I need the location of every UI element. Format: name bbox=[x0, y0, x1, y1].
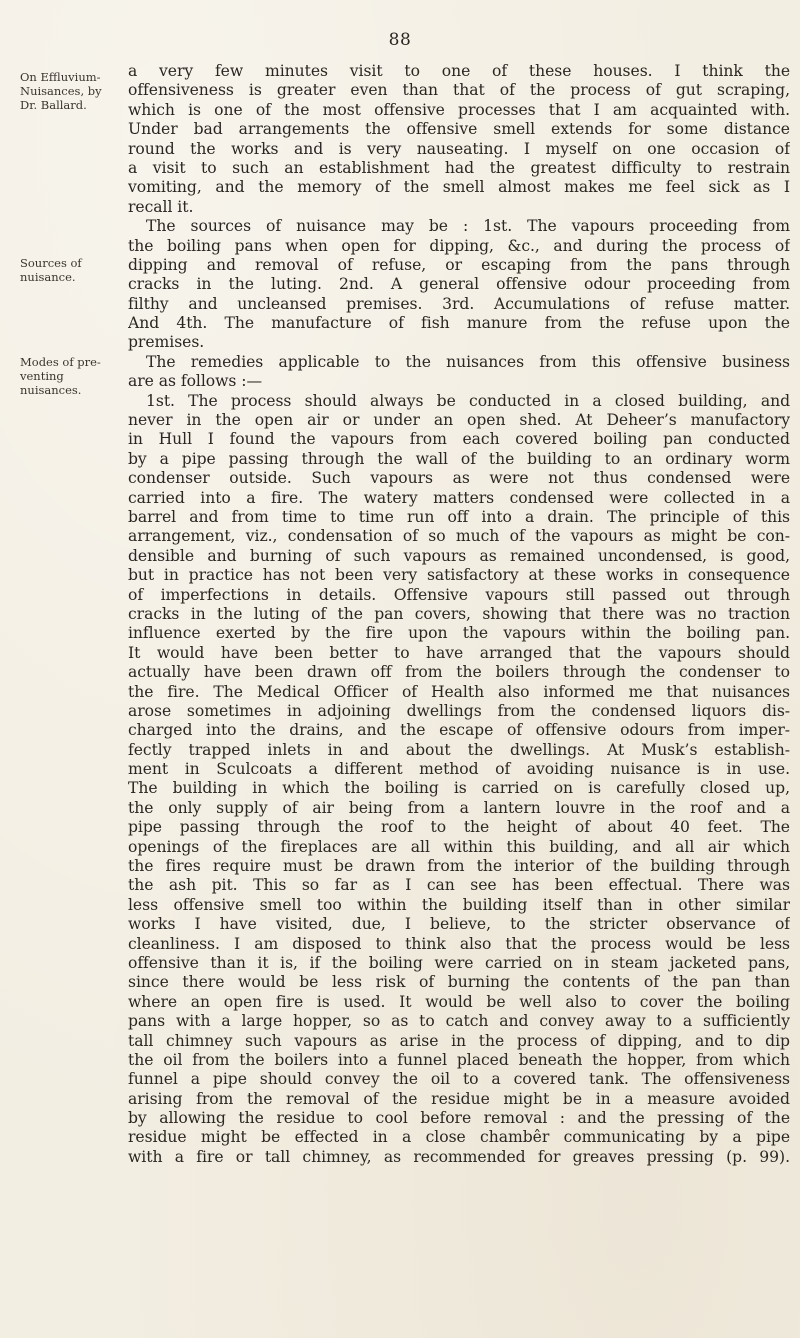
text-line: densible and burning of such vapours as remained uncondensed, is good, bbox=[128, 546, 790, 565]
margin-note-line: venting bbox=[20, 369, 64, 383]
text-line: by a pipe passing through the wall of the building to an ordinary worm bbox=[128, 449, 790, 468]
text-line: pipe passing through the roof to the height of about 40 feet. The bbox=[128, 818, 790, 837]
text-line: funnel a pipe should convey the oil to a covered tank. The offensiveness bbox=[128, 1070, 790, 1089]
text-line: pans with a large hopper, so as to catch and convey away to a sufficiently bbox=[128, 1012, 790, 1031]
page-number: 88 bbox=[388, 30, 412, 50]
text-line: offensive than it is, if the boiling were carried on in steam jacketed pans, bbox=[128, 953, 790, 972]
text-line: cleanliness. I am disposed to think also that the process would be less bbox=[128, 934, 790, 953]
text-line: the oil from the boilers into a funnel placed beneath the hopper, from which bbox=[128, 1050, 790, 1069]
text-line: since there would be less risk of burning the contents of the pan than bbox=[128, 973, 790, 992]
text-line: arose sometimes in adjoining dwellings from the condensed liquors dis- bbox=[128, 701, 790, 720]
text-line: cracks in the luting. 2nd. A general offensive odour proceeding from bbox=[128, 275, 790, 294]
margin-note-line: Modes of pre- bbox=[20, 355, 101, 369]
text-line: And 4th. The manufacture of fish manure from the refuse upon the bbox=[128, 314, 790, 333]
text-line: influence exerted by the fire upon the vapours within the boiling pan. bbox=[128, 624, 790, 643]
text-line: charged into the drains, and the escape of offensive odours from imper- bbox=[128, 721, 790, 740]
text-line: a very few minutes visit to one of these houses. I think the bbox=[128, 62, 790, 80]
text-line: openings of the fireplaces are all within this building, and all air which bbox=[128, 837, 790, 856]
text-line: the fires require must be drawn from the interior of the building through bbox=[128, 857, 790, 876]
margin-note-line: nuisance. bbox=[20, 270, 76, 284]
text-line: are as follows :— bbox=[128, 372, 263, 391]
text-line: works I have visited, due, I believe, to the stricter observance of bbox=[128, 915, 790, 934]
text-line: barrel and from time to time run off into a drain. The principle of this bbox=[128, 507, 790, 526]
margin-note-line: nuisances. bbox=[20, 383, 82, 397]
body-text bbox=[128, 62, 790, 1167]
text-line: in Hull I found the vapours from each covered boiling pan conducted bbox=[128, 430, 790, 449]
text-line: arising from the removal of the residue might be in a measure avoided bbox=[128, 1089, 790, 1108]
text-line: round the works and is very nauseating. I myself on one occasion of bbox=[128, 139, 790, 158]
text-line: carried into a fire. The watery matters condensed were collected in a bbox=[128, 488, 790, 507]
text-line: offensiveness is greater even than that of the process of gut scraping, bbox=[128, 81, 790, 100]
text-line: condenser outside. Such vapours as were not thus condensed were bbox=[128, 469, 790, 488]
text-line: ment in Sculcoats a different method of avoiding nuisance is in use. bbox=[128, 760, 790, 779]
text-line: premises. bbox=[128, 333, 205, 352]
text-line: where an open fire is used. It would be well also to cover the boiling bbox=[128, 992, 790, 1011]
text-line: vomiting, and the memory of the smell almost makes me feel sick as I bbox=[128, 178, 790, 197]
text-line: dipping and removal of refuse, or escaping from the pans through bbox=[128, 255, 790, 274]
text-line: The remedies applicable to the nuisances from this offensive business bbox=[146, 352, 790, 371]
text-line: less offensive smell too within the building itself than in other similar bbox=[128, 895, 790, 914]
text-line: residue might be effected in a close chambêr communicating by a pipe bbox=[128, 1128, 790, 1147]
text-line: cracks in the luting of the pan covers, showing that there was no traction bbox=[128, 604, 790, 623]
text-line: 1st. The process should always be conducted in a closed building, and bbox=[146, 391, 790, 410]
text-line: the ash pit. This so far as I can see has been effectual. There was bbox=[128, 876, 790, 895]
text-line: fectly trapped inlets in and about the dwellings. At Musk’s establish- bbox=[128, 740, 790, 759]
text-line: never in the open air or under an open shed. At Deheer’s manufactory bbox=[128, 411, 790, 430]
text-line: of imperfections in details. Offensive vapours still passed out through bbox=[128, 585, 790, 604]
text-line: with a fire or tall chimney, as recommended for greaves pressing (p. 99). bbox=[128, 1147, 790, 1166]
text-line: the only supply of air being from a lantern louvre in the roof and a bbox=[128, 798, 790, 817]
margin-note-line: Sources of bbox=[20, 256, 82, 270]
margin-note-line: Nuisances, by bbox=[20, 84, 102, 98]
text-line: by allowing the residue to cool before removal : and the pressing of the bbox=[128, 1109, 790, 1128]
text-line: The building in which the boiling is carried on is carefully closed up, bbox=[128, 779, 790, 798]
text-line: It would have been better to have arranged that the vapours should bbox=[128, 643, 790, 662]
text-line: a visit to such an establishment had the greatest difficulty to restrain bbox=[128, 158, 790, 177]
margin-note-line: On Effluvium- bbox=[20, 70, 101, 84]
text-line: arrangement, viz., condensation of so much of the vapours as might be con- bbox=[128, 527, 790, 546]
text-line: The sources of nuisance may be : 1st. The vapours proceeding from bbox=[146, 217, 790, 236]
text-line: recall it. bbox=[128, 197, 194, 216]
text-line: the fire. The Medical Officer of Health also informed me that nuisances bbox=[128, 682, 790, 701]
text-line: which is one of the most offensive processes that I am acquainted with. bbox=[128, 100, 790, 119]
text-line: tall chimney such vapours as arise in the process of dipping, and to dip bbox=[128, 1031, 790, 1050]
margin-note-line: Dr. Ballard. bbox=[20, 98, 87, 112]
text-line: Under bad arrangements the offensive smell extends for some distance bbox=[128, 120, 790, 139]
text-line: filthy and uncleansed premises. 3rd. Accumulations of refuse matter. bbox=[128, 294, 790, 313]
text-line: actually have been drawn off from the boilers through the condenser to bbox=[128, 663, 790, 682]
text-line: the boiling pans when open for dipping, &c., and during the process of bbox=[128, 236, 790, 255]
margin-note-sources bbox=[20, 256, 116, 284]
margin-note-modes bbox=[20, 355, 116, 397]
text-line: but in practice has not been very satisfactory at these works in consequence bbox=[128, 566, 790, 585]
margin-note-effluvium bbox=[20, 70, 116, 112]
